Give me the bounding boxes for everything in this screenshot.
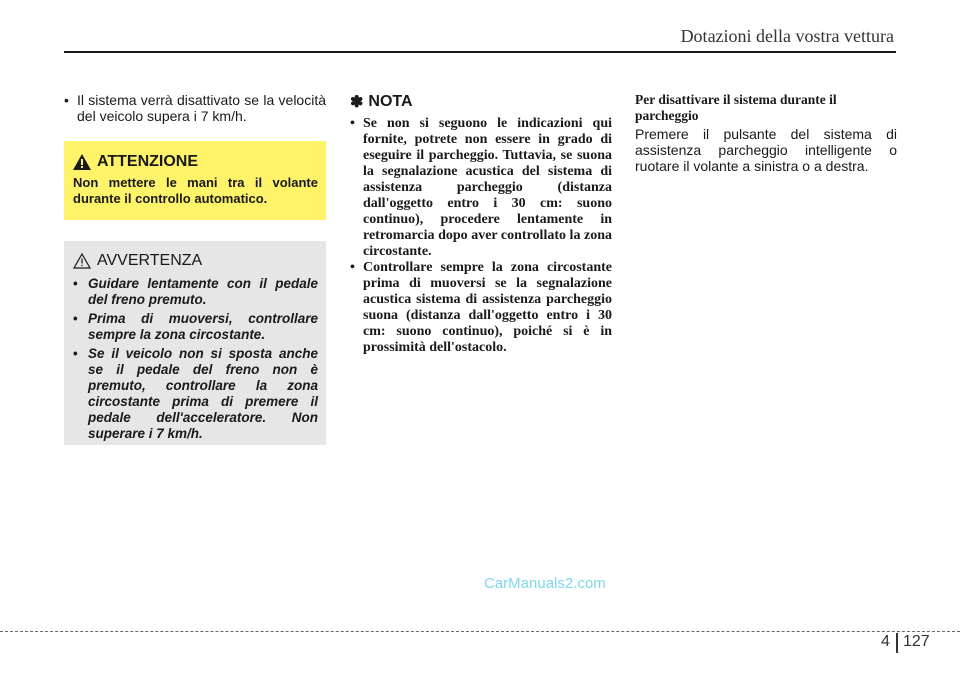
- list-item: [73, 346, 318, 442]
- bullet: •: [73, 311, 78, 326]
- warning-triangle-filled-icon: [73, 154, 91, 170]
- warning-title: AVVERTENZA: [97, 252, 203, 269]
- middle-column: [350, 92, 612, 356]
- bullet: •: [73, 346, 78, 361]
- page-separator: [896, 633, 898, 653]
- caution-box: [64, 141, 326, 220]
- page-number: 127: [903, 633, 930, 650]
- warning-triangle-outline-icon: [73, 253, 91, 269]
- warning-item-text: Prima di muoversi, controllare sempre la zona circostante.: [88, 311, 318, 342]
- warning-box: [64, 241, 326, 445]
- footer-rule: [0, 631, 960, 632]
- paragraph: Premere il pulsante del sistema di assistenza parcheggio intelligente o ruotare il volante a sinistra o a destra.: [635, 126, 897, 174]
- section-title: Dotazioni della vostra vettura: [680, 26, 894, 46]
- bullet: •: [350, 116, 355, 131]
- warning-list: [73, 276, 318, 442]
- intro-bullet: [64, 92, 326, 124]
- watermark-link[interactable]: CarManuals2.com: [484, 575, 606, 592]
- right-column: [635, 92, 897, 174]
- intro-bullet-text: Il sistema verrà disattivato se la velocità del veicolo supera i 7 km/h.: [77, 92, 326, 124]
- note-item-text: Se non si seguono le indicazioni qui fornite, potrete non essere in grado di eseguire il parcheggio. Tuttavia, se suona la segnalazione acustica del sistema di assistenza parcheggio (distanza dall'oggetto entro i 30 cm: suono continuo), procedere lentamente in retromarcia dopo aver controllato la zona circostante.: [363, 116, 612, 259]
- section-heading: Per disattivare il sistema durante il parcheggio: [635, 92, 837, 123]
- left-column: [64, 92, 326, 124]
- bullet: •: [64, 92, 69, 108]
- header-rule: [64, 51, 896, 53]
- note-item-text: Controllare sempre la zona circostante prima di muoversi se la segnalazione acustica sistema di assistenza parcheggio suona (distanza dall'oggetto entro i 30 cm: suono continuo), poiché si è in prossimità dell'ostacolo.: [363, 260, 612, 355]
- caution-text: Non mettere le mani tra il volante durante il controllo automatico.: [73, 175, 318, 206]
- note-heading: [350, 92, 612, 112]
- bullet: •: [73, 276, 78, 291]
- list-item: [350, 260, 612, 356]
- list-item: [73, 311, 318, 343]
- warning-item-text: Guidare lentamente con il pedale del freno premuto.: [88, 276, 318, 307]
- bullet: •: [350, 260, 355, 275]
- warning-item-text: Se il veicolo non si sposta anche se il pedale del freno non è premuto, controllare la zona circostante prima di premere il pedale dell'acceleratore. Non superare i 7 km/h.: [88, 346, 318, 441]
- note-title: NOTA: [368, 93, 413, 110]
- asterisk-icon: ✽: [350, 94, 364, 111]
- list-item: [350, 116, 612, 260]
- chapter-number: 4: [881, 633, 890, 650]
- list-item: [73, 276, 318, 308]
- caution-title: ATTENZIONE: [97, 153, 199, 170]
